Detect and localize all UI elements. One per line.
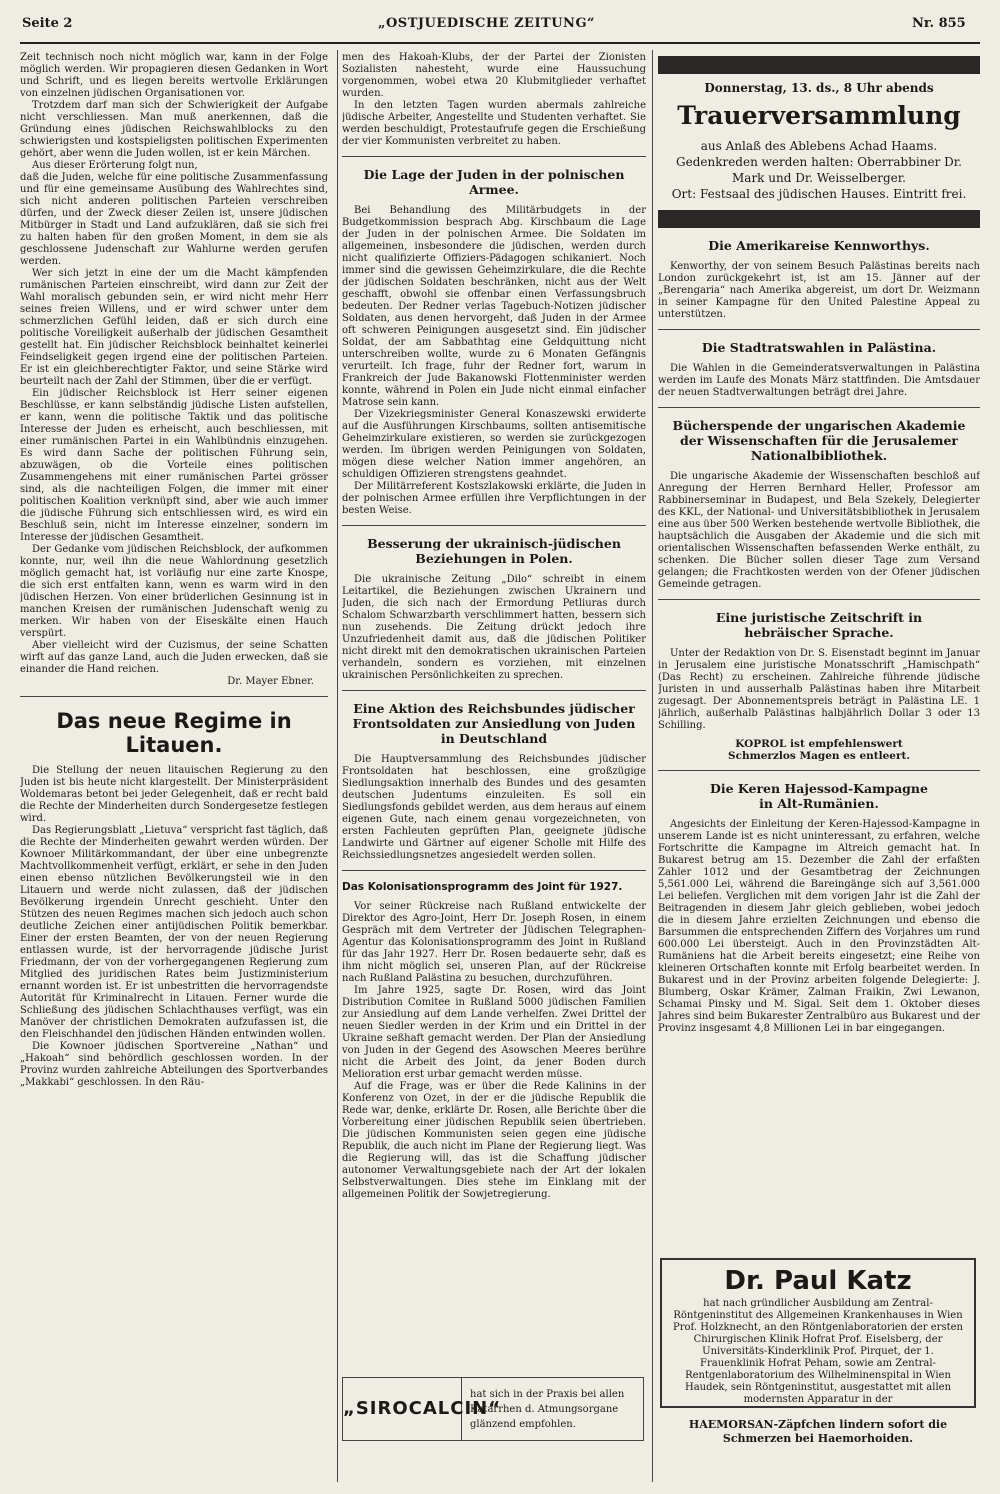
article-paragraph: Trotzdem darf man sich der Schwierigkeit der Aufgabe nicht verschliessen. Man muß anerkennen, daß die Gründung eines jüdischen Reichswahlblocks zu den schwierigsten und kostspieligsten politischen Experimenten gehört, aber wenn die Juden wollen, ist er kein Märchen. — [20, 100, 328, 159]
koprol-ad: KOPROL ist empfehlenswert Schmerzlos Magen es entleert. — [728, 738, 910, 762]
article-paragraph: Die Hauptversammlung des Reichsbundes jüdischer Frontsoldaten hat beschlossen, eine großzügige Siedlungsaktion innerhalb des Bundes und des gesamten deutschen Judentums einzuleiten. Es soll ein Siedlungsfonds gebildet werden, aus dem heraus auf einem eigenen Gute, nach einem genau vorgezeichneten, von ersten Fachleuten geprüften Plan, geeignete jüdische Landwirte und Gärtner auf eigener Scholle mit Hilfe des Reichssiedlungsnetzes angesiedelt werden sollen. — [342, 754, 646, 861]
page-number: Seite 2 — [22, 16, 73, 31]
article-paragraph: Der Vizekriegsminister General Konaszewski erwiderte auf die Ausführungen Kirschbaums, sollten antisemitische Geheimzirkulare existieren, so werden sie zurückgezogen werden. Im übrigen werden Peinigungen von Soldaten, mögen diese welcher Nation immer angehören, an schuldigen Offizieren strengstens geahndet. — [342, 409, 646, 480]
section-rule — [658, 407, 980, 408]
article-paragraph: Der Gedanke vom jüdischen Reichsblock, der aufkommen konnte, nur, weil ihn die neue Wahlordnung gesetzlich möglich gemacht hat, ist vorläufig nur eine zarte Knospe, die sich erst entfalten kann, wenn es warm wird in den jüdischen Herzen. Von einer brüderlichen Gesinnung ist in manchen Kreisen der rumänischen Judenschaft wenig zu merken. Wir haben von der Eiseskälte einen Hauch verspürt. — [20, 544, 328, 639]
announcement-title: Trauerversammlung — [677, 101, 961, 130]
article-paragraph: Die Stellung der neuen litauischen Regierung zu den Juden ist bis heute nicht klargestellt. Der Ministerpräsident Woldemaras betont bei jeder Gelegenheit, daß er recht bald die Rechte der Minderheiten durch Sondergesetze festlegen wird. — [20, 765, 328, 824]
article-paragraph: Die ukrainische Zeitung „Dilo“ schreibt in einem Leitartikel, die Beziehungen zwischen Ukrainern und Juden, die sich nach der Ermordung Petliuras durch Schalom Schwarzbarth verschlimmert hatten, bessern sich nun zusehends. Die Zeitung drückt jedoch ihre Unzufriedenheit damit aus, daß die jüdischen Politiker nicht direkt mit den demokratischen ukrainischen Parteien verhandeln, sondern es vorziehen, mit einzelnen ukrainischen Persönlichkeiten zu sprechen. — [342, 574, 646, 681]
article-paragraph: Die Kownoer jüdischen Sportvereine „Nathan“ und „Hakoah“ sind behördlich geschlossen worden. In der Provinz wurden zahlreiche Abteilungen des Sportverbandes „Makkabi“ geschlossen. In den Räu- — [20, 1041, 328, 1088]
katz-name: Dr. Paul Katz — [724, 1266, 912, 1296]
column-divider — [652, 50, 653, 1482]
sirocalcin-logo: „SIROCALCIN“ — [343, 1378, 462, 1440]
column-2 — [342, 52, 646, 1482]
article-paragraph: Ein jüdischer Reichsblock ist Herr seiner eigenen Beschlüsse, er kann selbständig jüdische Listen aufstellen, er kann, wenn die politische Taktik und das politische Interesse der Juden es erheischt, auch beschliessen, mit einer rumänischen Partei in ein Wahlbündnis einzugehen. Es wird dann Sache der politischen Führung sein, abzuwägen, ob die Vorteile eines politischen Zusammengehens mit einer rumänischen Partei grösser sind, als die nachteiligen Folgen, die immer mit einer politischen Koalition verknüpft sind, aber wie auch immer die jüdische Führung sich entschliessen wird, es wird ein Beschluß sein, nicht im Interesse einzelner, sondern im Interesse der jüdischen Gesamtheit. — [20, 388, 328, 543]
article-paragraph: men des Hakoah-Klubs, der der Partei der Zionisten Sozialisten nahesteht, wurde eine Haussuchung vorgenommen, wobei etwa 20 Klubmitglieder verhaftet wurden. — [342, 52, 646, 99]
article-paragraph: Kenworthy, der von seinem Besuch Palästinas bereits nach London zurückgekehrt ist, ist am 15. Jänner auf der „Berengaria“ nach Amerika abgereist, um dort Dr. Weizmann in seiner Kampagne für den United Palestine Appeal zu unterstützen. — [658, 261, 980, 320]
column-1 — [20, 52, 328, 1482]
katz-text: hat nach gründlicher Ausbildung am Zentral-Röntgeninstitut des Allgemeinen Krankenhauses in Wien Prof. Holzknecht, an den Röntgenlaboratorien der ersten Chirurgischen Klinik Hofrat Prof. Eiselsberg, der Universitäts-Kinderklinik Prof. Pirquet, der 1. Frauenklinik Hofrat Peham, sowie am Zentral-Rentgenlaboratorium des Wilhelminenspital in Wien Haudek, sein Röntgeninstitut, ausgestattet mit allen modernsten Apparatur in der — [673, 1298, 963, 1405]
article-paragraph: Aus dieser Erörterung folgt nun, daß die Juden, welche für eine politische Zusammenfassung und für eine gemeinsame Ausübung des Wahlrechtes sind, sich nicht anderen politischen Parteien verschreiben dürfen, und der Zweck dieser Zeilen ist, unsere jüdischen Mitbürger in Stadt und Land aufzuklären, daß sie sich frei zu halten haben für den großen Moment, in dem sie als geschlossene Judenschaft zur Wahlurne werden gerufen werden. — [20, 160, 328, 267]
header-rule — [20, 42, 980, 44]
section-rule — [20, 696, 328, 697]
sirocalcin-ad — [342, 1377, 644, 1441]
section-rule — [342, 870, 646, 871]
page-header — [0, 0, 1000, 48]
headline-kennworthy: Die Amerikareise Kennworthys. — [708, 238, 930, 253]
article-paragraph: In den letzten Tagen wurden abermals zahlreiche jüdische Arbeiter, Angestellte und Studenten verhaftet. Sie werden beschuldigt, Protestaufrufe gegen die Erschießung der vier Kommunisten verbreitet zu haben. — [342, 100, 646, 147]
article-paragraph: Zeit technisch noch nicht möglich war, kann in der Folge möglich werden. Wir propagieren diesen Gedanken in Wort und Schrift, und es liegen bereits wertvolle Erklärungen von einzelnen jüdischen Organisationen vor. — [20, 52, 328, 99]
article-paragraph: Die Wahlen in die Gemeinderatsverwaltungen in Palästina werden im Laufe des Monats März stattfinden. Die Amtsdauer der neuen Stadtverwaltungen beträgt drei Jahre. — [658, 363, 980, 398]
article-paragraph: Wer sich jetzt in eine der um die Macht kämpfenden rumänischen Parteien einschreibt, wird dann zur Zeit der Wahl moralisch gebunden sein, er wird nicht mehr Herr seines freien Willens, und er wird schwer unter dem schmerzlichen Gefühl leiden, daß er sich durch eine politische Voreiligkeit außerhalb der jüdischen Gesamtheit gestellt hat. Ein jüdischer Reichsblock beinhaltet keinerlei Feindseligkeit gegen irgend eine der politischen Parteien. Er ist ein gleichberechtigter Faktor, und seine Stärke wird beurteilt nach der Zahl der Stimmen, über die er verfügt. — [20, 268, 328, 387]
article-paragraph: Auf die Frage, was er über die Rede Kalinins in der Konferenz von Ozet, in der er die jüdische Republik die Rede war, denke, erklärte Dr. Rosen, alle Berichte über die Vorbereitung einer jüdischen Republik seien übertrieben. Die jüdischen Kommunisten seien gegen eine jüdische Republik, die auch nicht im Plane der Regierung liegt. Was die Regierung will, das ist die Schaffung jüdischer autonomer Verwaltungsgebiete nach der Art der lokalen Selbstverwaltungen. Dies stehe im Einklang mit der allgemeinen Politik der Sowjetregierung. — [342, 1081, 646, 1200]
author-signature: Dr. Mayer Ebner. — [227, 676, 314, 687]
headline-frontsoldaten: Eine Aktion des Reichsbundes jüdischer Frontsoldaten zur Ansiedlung von Juden in Deutschland — [352, 701, 636, 746]
article-paragraph: Das Regierungsblatt „Lietuva“ verspricht fast täglich, daß die Rechte der Minderheiten gewahrt werden würden. Der Kownoer Militärkommandant, der über eine unbegrenzte Machtvollkommenheit verfügt, erklärt, er sehe in den Juden einen ebenso nützlichen Bevölkerungsteil wie in den Litauern und werde nicht zulassen, daß der jüdischen Bevölkerung irgendein Unrecht geschieht. Unter den Stützen des neuen Regimes machen sich jedoch auch schon deutliche Zeichen einer antijüdischen Politik bemerkbar. Einer der ersten Beamten, der von der neuen Regierung entlassen wurde, ist der hervorragende jüdische Jurist Friedmann, der von der vorhergegangenen Regierung zum Mitglied des juridischen Rates beim Justizministerium ernannt worden ist. Er ist unbestritten die hervorragendste Autorität für Kriminalrecht in Litauen. Ferner wurde die Schließung des jüdischen Schlachthauses verfügt, was ein Manöver der christlichen Demokraten aufzufassen ist, die den Fleischhandel den jüdischen Händen entwinden wollen. — [20, 825, 328, 1040]
newspaper-title: „OSTJUEDISCHE ZEITUNG“ — [378, 16, 596, 31]
headline-buecherspende: Bücherspende der ungarischen Akademie der Wissenschaften für die Jerusalemer Nationalbibliothek. — [672, 418, 966, 463]
headline-stadtratswahlen: Die Stadtratswahlen in Palästina. — [701, 340, 937, 355]
section-rule — [342, 690, 646, 691]
headline-joint: Das Kolonisationsprogramm des Joint für 1927. — [342, 881, 623, 893]
article-paragraph: Angesichts der Einleitung der Keren-Hajessod-Kampagne in unserem Lande ist es nicht uninteressant, zu erfahren, welche Fortschritte die Kampagne im Altreich gemacht hat. In Bukarest betrug am 15. Dezember die Zahl der erfaßten Zahler 1012 und der Gesamtbetrag der Zeichnungen 5,561.000 Lei, während die Bareingänge sich auf 3,561.000 Lei beliefen. Verglichen mit dem vorigen Jahr ist die Zahl der Beitragenden in diesem Jahr gleich geblieben, wobei jedoch die in diesem Jahre erzielten Zeichnungen und ebenso die Barsummen die entsprechenden Ziffern des Vorjahres um rund 600.000 Lei übersteigt. Auch in den Provinzstädten Alt-Rumäniens hat die Arbeit bereits eingesetzt; eine Reihe von kleineren Ortschaften konnte mit Erfolg bearbeitet werden. In Bukarest und in der Provinz arbeiten folgende Delegierte: J. Blumberg, Oskar Krämer, Zalman Fraikin, Zwi Lewanon, Schamai Pinsky und M. Sigal. Seit dem 1. Oktober dieses Jahres sind beim Bukarester Zentralbüro aus Bukarest und der Provinz insgesamt 4,8 Millionen Lei in bar eingegangen. — [658, 819, 980, 1034]
article-paragraph: Bei Behandlung des Militärbudgets in der Budgetkommission besprach Abg. Kirschbaum die Lage der Juden in der polnischen Armee. Die Soldaten im allgemeinen, insbesondere die jüdischen, werden durch nicht qualifizierte Offiziers-Pädagogen schikaniert. Noch immer sind die gewissen Geheimzirkulare, die die Rechte der jüdischen Soldaten beschränken, nicht aus der Welt geschafft, obwohl sie offenbar einen Verfassungsbruch bedeuten. Der Redner verlas Tagebuch-Notizen jüdischer Soldaten, aus denen hervorgeht, daß Juden in der Armee oft schweren Peinigungen ausgesetzt sind. Ein jüdischer Soldat, der am Sabbathtag eine Geldquittung nicht unterschreiben wollte, wurde zu 6 Monaten Gefängnis verurteilt. Ich frage, fuhr der Redner fort, warum in Frankreich der Jude Bakanowski Flottenminister werden konnte, während in Polen ein Jude nicht einmal einfacher Matrose sein kann. — [342, 205, 646, 408]
issue-number: Nr. 855 — [912, 16, 966, 31]
article-paragraph: Im Jahre 1925, sagte Dr. Rosen, wird das Joint Distribution Comitee in Rußland 5000 jüdischen Familien zur Ansiedlung auf dem Lande verhelfen. Zwei Drittel der neuen Siedler werden in der Krim und ein Drittel in der Ukraine seßhaft gemacht werden. Der Plan der Ansiedlung von Juden in der Gegend des Asowschen Meeres berühre nicht die Arbeit des Joint, da jener Boden durch Melioration erst urbar gemacht werden müsse. — [342, 985, 646, 1080]
section-rule — [658, 770, 980, 771]
section-rule — [658, 329, 980, 330]
section-rule — [342, 156, 646, 157]
haemorsan-ad: HAEMORSAN-Zäpfchen lindern sofort die Schmerzen bei Haemorhoiden. — [688, 1418, 948, 1445]
headline-ukrainisch-juedisch: Besserung der ukrainisch-jüdischen Beziehungen in Polen. — [367, 536, 621, 566]
article-paragraph: Die ungarische Akademie der Wissenschaften beschloß auf Anregung der Herren Bernhard Heller, Professor am Rabbinerseminar in Budapest, und Bela Szekely, Delegierter des KKL, der National- und Universitätsbibliothek in Jerusalem eine aus über 500 Werken bestehende wertvolle Bibliothek, die hauptsächlich die Ausgaben der Akademie und die sich mit orientalischen Wissenschaften befassenden Werke enthält, zu schenken. Die Bücher sollen dieser Tage zum Versand gelangen; die Frachtkosten werden von der Ofener jüdischen Gemeinde getragen. — [658, 471, 980, 590]
headline-litauen: Das neue Regime in Litauen. — [56, 709, 292, 757]
article-paragraph: Aber vielleicht wird der Cuzismus, der seine Schatten wirft auf das ganze Land, auch die Juden erwecken, daß sie einander die Hand reichen. — [20, 640, 328, 675]
article-paragraph: Unter der Redaktion von Dr. S. Eisenstadt beginnt im Januar in Jerusalem eine juristische Monatsschrift „Hamischpath“ (Das Recht) zu erscheinen. Zahlreiche führende jüdische Juristen in und ausserhalb Palästinas haben ihre Mitarbeit zugesagt. Der Abonnementspreis beträgt in Palästina LE. 1 jährlich, außerhalb Palästinas halbjährlich Dollar 3 oder 13 Schilling. — [658, 648, 980, 731]
headline-juristische-zeitschrift: Eine juristische Zeitschrift in hebräischer Sprache. — [715, 610, 923, 640]
headline-keren-hajessod: Die Keren Hajessod-Kampagne in Alt-Rumänien. — [710, 781, 928, 811]
section-rule — [342, 525, 646, 526]
column-divider — [337, 50, 338, 1482]
article-paragraph: Vor seiner Rückreise nach Rußland entwickelte der Direktor des Agro-Joint, Herr Dr. Joseph Rosen, in einem Gespräch mit dem Vertreter der Jüdischen Telegraphen-Agentur das Kolonisationsprogramm des Joint in Rußland für das Jahr 1927. Herr Dr. Rosen bedauerte sehr, daß es ihm nicht möglich sei, unseren Plan, auf der Rückreise nach Rußland Palästina zu besuchen, durchzuführen. — [342, 901, 646, 984]
announcement-text: aus Anlaß des Ablebens Achad Haams. Gedenkreden werden halten: Oberrabbiner Dr. Mark und Dr. Weisselberger. Ort: Festsaal des jüdischen Hauses. Eintritt frei. — [671, 139, 967, 201]
katz-ad — [660, 1258, 976, 1408]
sirocalcin-text: hat sich in der Praxis bei allen Katarrhen d. Atmungsorgane glänzend empfohlen. — [470, 1388, 625, 1430]
article-paragraph: Der Militärreferent Kostszlakowski erklärte, die Juden in der polnischen Armee erfüllen ihre Verpflichtungen in der besten Weise. — [342, 481, 646, 516]
headline-polnische-armee: Die Lage der Juden in der polnischen Armee. — [363, 167, 625, 197]
section-rule — [658, 599, 980, 600]
black-bar — [658, 210, 980, 228]
announcement-date: Donnerstag, 13. ds., 8 Uhr abends — [704, 81, 934, 95]
black-bar — [658, 56, 980, 74]
